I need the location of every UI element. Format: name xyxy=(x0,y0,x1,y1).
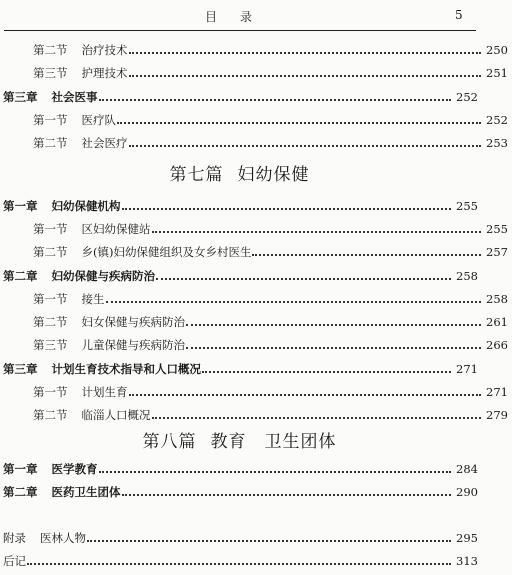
dot-leader xyxy=(129,144,482,147)
toc-page-number: 258 xyxy=(456,269,478,283)
dot-leader xyxy=(122,493,452,496)
toc-entry-label xyxy=(3,89,98,105)
toc-entry-number: 第一节 xyxy=(33,385,68,399)
page-number: 5 xyxy=(455,8,463,22)
toc-entry-label xyxy=(33,407,151,423)
toc-entry-title: 临淄人口概况 xyxy=(81,408,151,422)
toc-entry-label xyxy=(33,244,251,260)
toc-entry-number: 第三节 xyxy=(33,338,68,352)
toc-entry-label xyxy=(3,553,26,569)
toc-page-number: 257 xyxy=(486,245,508,259)
part-number: 第七篇 xyxy=(169,165,224,185)
toc-entry-label xyxy=(33,112,116,128)
toc-section-entry xyxy=(0,312,512,332)
toc-entry-number: 第二章 xyxy=(3,485,38,499)
toc-entry-number: 第二节 xyxy=(33,43,68,57)
toc-entry-number: 第一节 xyxy=(33,222,68,236)
dot-leader xyxy=(152,416,482,419)
toc-entry-title: 乡(镇)妇幼保健组织及女乡村医生 xyxy=(81,245,252,259)
dot-leader xyxy=(87,539,451,542)
toc-entry-label xyxy=(3,268,155,284)
toc-chapter-entry xyxy=(0,266,482,286)
toc-section-entry xyxy=(0,405,512,425)
toc-page-number: 295 xyxy=(456,531,478,545)
toc-page-number: 255 xyxy=(456,199,478,213)
toc-entry-number: 第一章 xyxy=(3,199,38,213)
toc-appendix-entry xyxy=(0,528,482,548)
dot-leader xyxy=(186,323,481,326)
toc-entry-title: 治疗技术 xyxy=(81,43,128,57)
dot-leader xyxy=(122,207,452,210)
toc-page-number: 258 xyxy=(486,292,508,306)
toc-entry-number: 第一章 xyxy=(3,462,38,476)
dot-leader xyxy=(129,51,482,54)
toc-section-entry xyxy=(0,242,512,262)
toc-entry-title: 后记 xyxy=(3,554,26,568)
toc-entry-title: 护理技术 xyxy=(81,66,128,80)
toc-section-entry xyxy=(0,335,512,355)
toc-entry-title: 医林人物 xyxy=(40,531,86,545)
toc-entry-number: 第三节 xyxy=(33,66,68,80)
running-title-left: 目 xyxy=(205,10,219,24)
toc-entry-title: 计划生育技术指导和人口概况 xyxy=(51,362,201,376)
dot-leader xyxy=(99,470,452,473)
toc-page-number: 261 xyxy=(486,315,508,329)
toc-page-number: 279 xyxy=(486,408,508,422)
toc-section-entry xyxy=(0,133,512,153)
dot-leader xyxy=(99,98,452,101)
dot-leader xyxy=(106,300,482,303)
toc-entry-number: 第二节 xyxy=(33,315,68,329)
toc-entry-label xyxy=(3,361,201,377)
toc-entry-title: 区妇幼保健站 xyxy=(81,222,151,236)
dot-leader xyxy=(252,253,481,256)
part-number: 第八篇 xyxy=(142,432,197,452)
toc-page-number: 266 xyxy=(486,338,508,352)
toc-chapter-entry xyxy=(0,482,482,502)
toc-entry-title: 医药卫生团体 xyxy=(51,485,121,499)
toc-entry-label xyxy=(33,221,151,237)
toc-page-number: 253 xyxy=(486,136,508,150)
toc-section-entry xyxy=(0,382,512,402)
toc-entry-title: 医学教育 xyxy=(51,462,98,476)
dot-leader xyxy=(129,393,482,396)
toc-entry-label xyxy=(33,384,128,400)
toc-entry-number: 第一节 xyxy=(33,113,68,127)
dot-leader xyxy=(156,277,451,280)
toc-entry-number: 第二章 xyxy=(3,269,38,283)
toc-entry-title: 妇女保健与疾病防治 xyxy=(81,315,185,329)
toc-entry-title: 接生 xyxy=(81,292,105,306)
toc-entry-label xyxy=(33,42,128,58)
toc-entry-number: 第三章 xyxy=(3,90,38,104)
part-heading xyxy=(0,427,479,452)
toc-chapter-entry xyxy=(0,359,482,379)
toc-page-number: 255 xyxy=(486,222,508,236)
toc-entry-title: 社会医疗 xyxy=(81,136,128,150)
header-rule xyxy=(4,30,476,31)
toc-page-number: 271 xyxy=(486,385,508,399)
toc-entry-number: 第三章 xyxy=(3,362,38,376)
dot-leader xyxy=(186,346,481,349)
toc-entry-number: 第二节 xyxy=(33,245,68,259)
toc-entry-label xyxy=(3,198,121,214)
toc-chapter-entry xyxy=(0,459,482,479)
running-title-right: 录 xyxy=(240,10,254,24)
part-title: 教育 卫生团体 xyxy=(210,432,337,452)
toc-entry-number: 第二节 xyxy=(33,136,68,150)
toc-page-number: 251 xyxy=(486,66,508,80)
toc-page-number: 271 xyxy=(456,362,478,376)
toc-page-number: 252 xyxy=(486,113,508,127)
toc-entry-number: 第二节 xyxy=(33,408,68,422)
toc-entry-label xyxy=(33,314,185,330)
toc-section-entry xyxy=(0,110,512,130)
dot-leader xyxy=(129,74,482,77)
toc-entry-label xyxy=(3,461,98,477)
dot-leader xyxy=(27,562,451,565)
toc-entry-label xyxy=(33,291,105,307)
dot-leader xyxy=(202,370,451,373)
toc-entry-title: 儿童保健与疾病防治 xyxy=(81,338,185,352)
toc-page-number: 313 xyxy=(456,554,478,568)
toc-page-number: 284 xyxy=(456,462,478,476)
toc-entry-title: 计划生育 xyxy=(81,385,128,399)
toc-chapter-entry xyxy=(0,196,482,216)
toc-entry-title: 妇幼保健机构 xyxy=(51,199,121,213)
toc-entry-label xyxy=(33,135,128,151)
toc-page-number: 250 xyxy=(486,43,508,57)
toc-appendix-entry xyxy=(0,551,482,571)
part-title: 妇幼保健 xyxy=(237,165,310,185)
dot-leader xyxy=(117,121,481,124)
toc-section-entry xyxy=(0,40,512,60)
toc-entry-label xyxy=(3,530,86,546)
page-header xyxy=(0,0,479,30)
toc-entry-title: 医疗队 xyxy=(81,113,116,127)
dot-leader xyxy=(152,230,482,233)
toc-section-entry xyxy=(0,289,512,309)
toc-entry-number: 第一节 xyxy=(33,292,68,306)
toc-entry-title: 妇幼保健与疾病防治 xyxy=(51,269,155,283)
toc-entry-number: 附录 xyxy=(3,531,26,545)
toc-section-entry xyxy=(0,63,512,83)
running-title xyxy=(205,8,253,25)
toc-page-number: 290 xyxy=(456,485,478,499)
toc-page-number: 252 xyxy=(456,90,478,104)
toc-section-entry xyxy=(0,219,512,239)
toc-entry-title: 社会医事 xyxy=(51,90,98,104)
toc-entry-label xyxy=(3,484,121,500)
part-heading xyxy=(0,160,479,185)
toc-chapter-entry xyxy=(0,87,482,107)
toc-entry-label xyxy=(33,337,185,353)
toc-entry-label xyxy=(33,65,128,81)
